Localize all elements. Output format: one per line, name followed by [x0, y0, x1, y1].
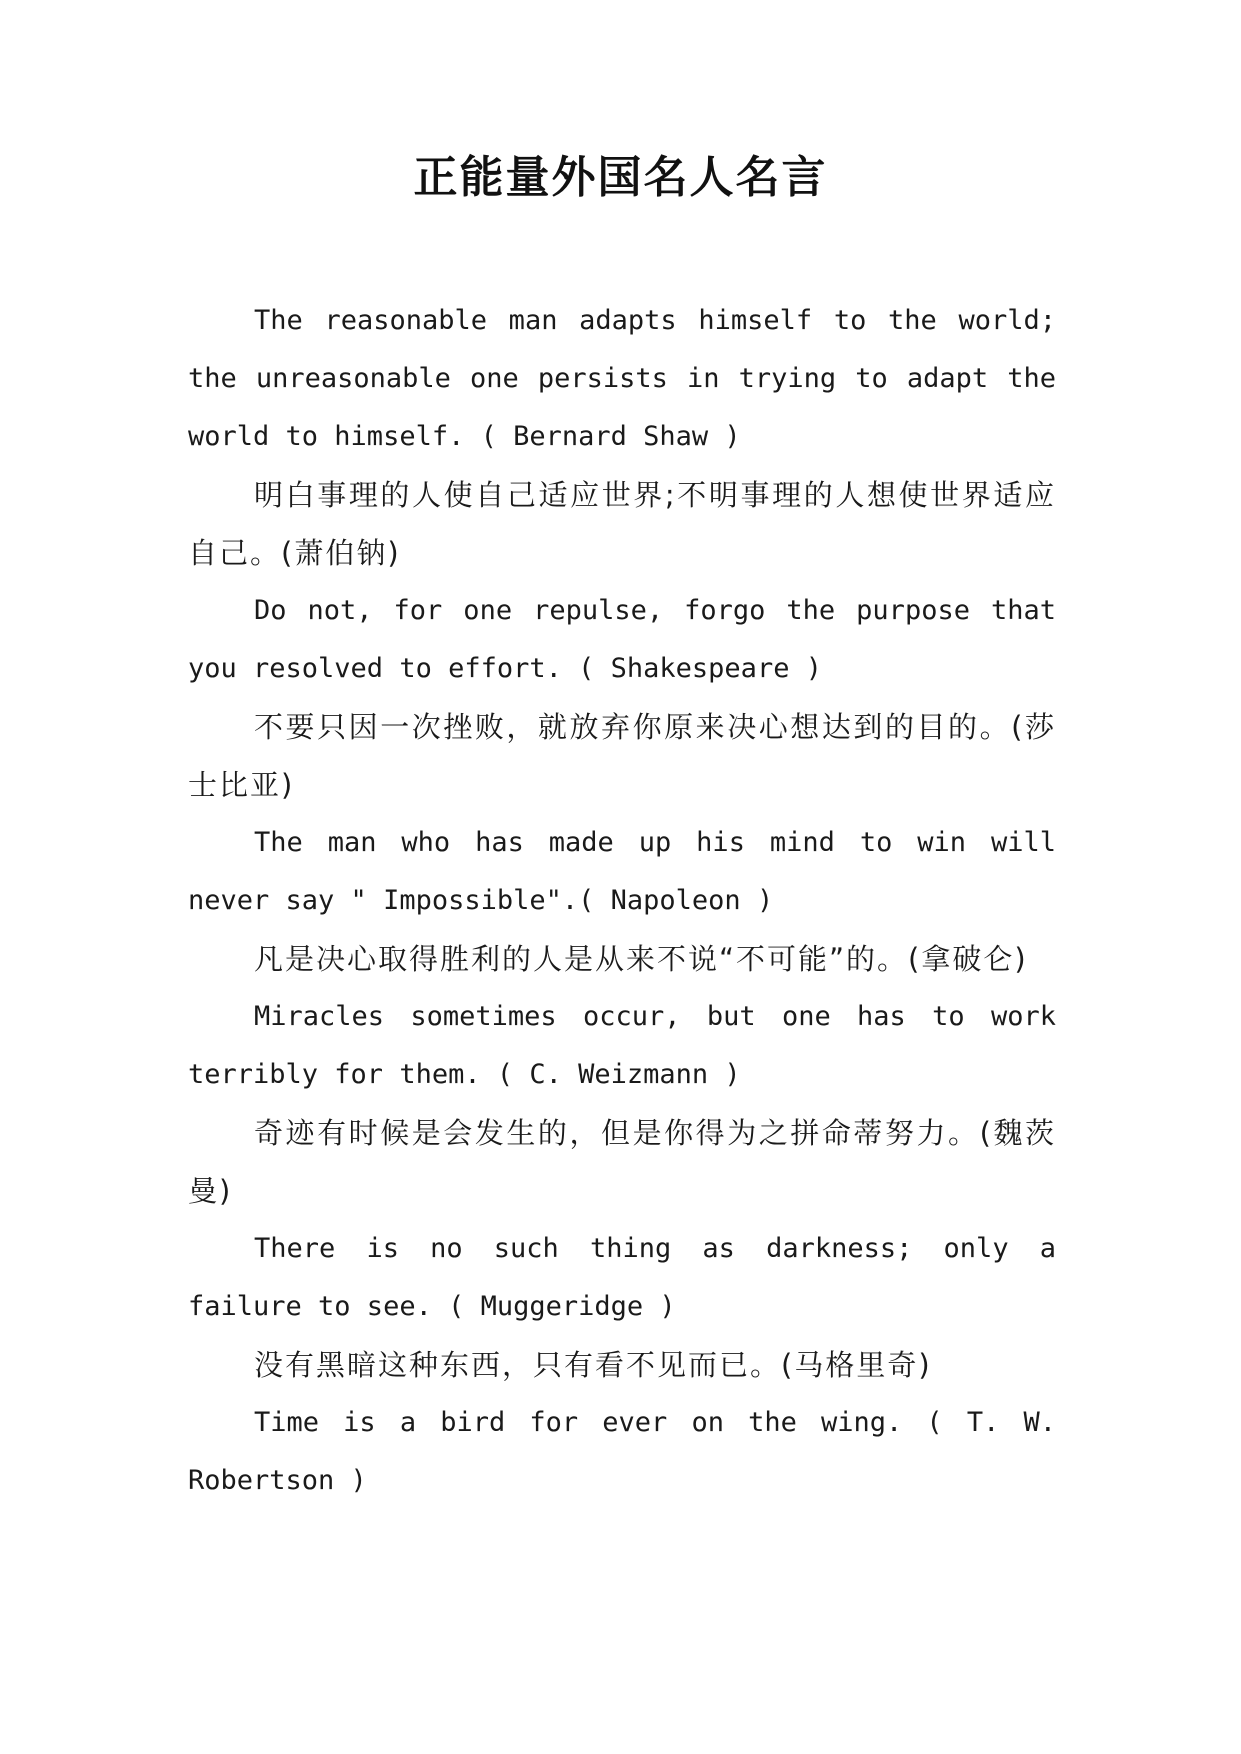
- quote-paragraph-en: Do not, for one repulse, forgo the purpose that you resolved to effort. ( Shakespeare ): [188, 595, 1056, 684]
- quote-paragraph-en: Time is a bird for ever on the wing. ( T. W. Robertson ): [188, 1407, 1056, 1496]
- document-title: 正能量外国名人名言: [413, 152, 828, 203]
- quote-paragraph-en: Miracles sometimes occur, but one has to work terribly for them. ( C. Weizmann ): [188, 1001, 1056, 1090]
- quote-paragraph-zh: 不要只因一次挫败，就放弃你原来决心想达到的目的。(莎士比亚): [188, 710, 1056, 802]
- quote-paragraph-zh: 没有黑暗这种东西，只有看不见而已。(马格里奇): [254, 1348, 932, 1382]
- quote-paragraph-zh: 奇迹有时候是会发生的，但是你得为之拼命蒂努力。(魏茨曼): [188, 1116, 1056, 1208]
- quote-paragraph-zh: 凡是决心取得胜利的人是从来不说“不可能”的。(拿破仑): [254, 942, 1028, 976]
- document-body: [188, 292, 1056, 1510]
- quote-paragraph-en: There is no such thing as darkness; only a failure to see. ( Muggeridge ): [188, 1233, 1056, 1322]
- quote-paragraph-en: The reasonable man adapts himself to the world; the unreasonable one persists in trying to adapt the world to himself. ( Bernard Shaw ): [188, 305, 1056, 452]
- quote-paragraph-zh: 明白事理的人使自己适应世界;不明事理的人想使世界适应自己。(萧伯钠): [188, 478, 1056, 570]
- quote-paragraph-en: The man who has made up his mind to win will never say " Impossible".( Napoleon ): [188, 827, 1056, 916]
